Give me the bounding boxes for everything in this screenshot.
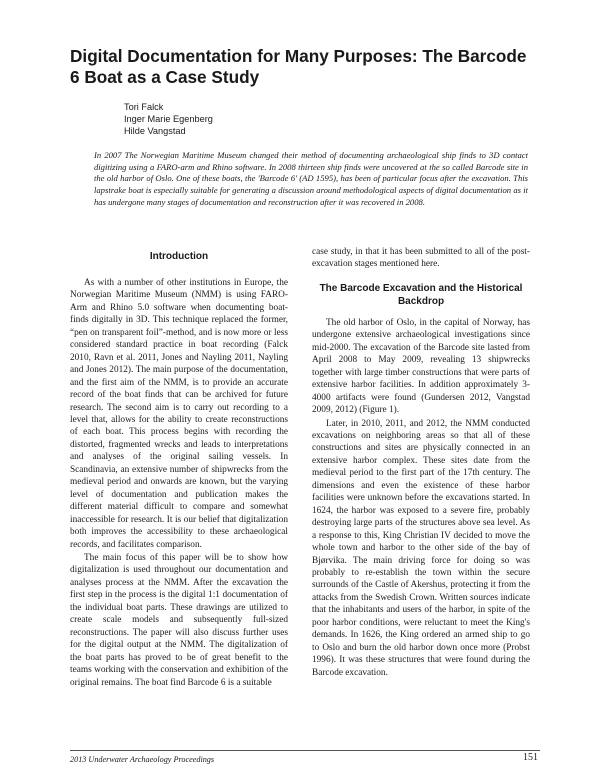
abstract: In 2007 The Norwegian Maritime Museum changed their method of documenting archaeological ship finds to 3D contact digitizing using a FARO-arm and Rhino software. In 2008 thirteen ship finds were uncovered at the so called Barcode site in the old harbor of Oslo. One of these boats, the 'Barcode 6' (AD 1595), has been of particular focus after the excavation. This lapstrake boat is especially suitable for generating a discussion around methodological aspects of digital documentation as it has undergone many stages of documentation and reconstruction after it was recovered in 2008. bbox=[94, 150, 528, 207]
author-name: Hilde Vangstad bbox=[124, 126, 186, 136]
author-list bbox=[124, 101, 213, 137]
body-paragraph: The old harbor of Oslo, in the capital of Norway, has undergone extensive archaeological investigations since mid-2000. The excavation of the Barcode site lasted from April 2008 to May 2009, revealing 13 shipwrecks together with large timber constructions that were parts of extensive harbor facilities. In addition approximately 3-4000 artifacts were found (Gundersen 2012, Vangstad 2009, 2012) (Figure 1). bbox=[312, 317, 530, 416]
section-heading-barcode-excavation: The Barcode Excavation and the Historical Backdrop bbox=[319, 282, 523, 307]
left-column bbox=[70, 246, 288, 689]
author-name: Inger Marie Egenberg bbox=[124, 114, 213, 124]
proceedings-footer: 2013 Underwater Archaeology Proceedings bbox=[70, 755, 215, 764]
page-number: 151 bbox=[523, 752, 538, 763]
body-paragraph: Later, in 2010, 2011, and 2012, the NMM conducted excavations on neighboring areas so that all of these constructions and sites are physically connected in an extensive harbor complex. These sites date from the medieval period to the first part of the 17th century. The dimensions and even the existence of these harbor facilities were unknown before the excavations started. In 1624, the harbor was exposed to a severe fire, probably destroying large parts of the structures above sea level. As a response to this, King Christian IV decided to move the whole town and harbor to the other side of the bay of Bjørvika. The main driving force for doing so was probably to re-establish the town within the secure surrounds of the Castle of Akershus, protecting it from the attacks from the Swedish Crown. Written sources indicate that the inhabitants and users of the harbor, in spite of the poor harbor conditions, were reluctant to meet the King's demands. In 1626, the King ordered an armed ship to go to Oslo and burn the old harbor down once more (Probst 1996). It was these structures that were found during the Barcode excavation. bbox=[312, 418, 530, 678]
section-heading-introduction: Introduction bbox=[149, 251, 209, 262]
body-paragraph: The main focus of this paper will be to show how digitalization is used throughout our documentation and analyses process at the NMM. After the excavation the first step in the process is the digital 1:1 documentation of the individual boat parts. These drawings are utilized to create scale models and subsequently full-sized reconstructions. The paper will also discuss further uses for the digital output at the NMM. The digitalization of the boat parts has proved to be of great benefit to the teams working with the conservation and exhibition of the original remains. The boat find Barcode 6 is a suitable bbox=[70, 552, 288, 688]
body-paragraph: As with a number of other institutions in Europe, the Norwegian Maritime Museum (NMM) is using FARO-Arm and Rhino 5.0 software when documenting boat-finds digitally in 3D. This technique replaced the former, “pen on transparent foil”-method, and is now more or less considered standard practice in boat recording (Falck 2010, Ravn et al. 2011, Jones and Nayling 2011, Nayling and Jones 2012). The main purpose of the documentation, and the first aim of the NMM, is to provide an accurate record of the boat finds that can be archived for future research. The second aim is to carry out recording to a level that, allows for the ability to create reconstructions of each boat. This process begins with recording the distorted, fragmented wrecks and leads to interpretations and analyses of the original sailing vessels. In Scandinavia, an extensive number of shipwrecks from the medieval period and onwards are known, but the varying level of documentation and publication makes the different material difficult to compare and somewhat inaccessible for research. It is our belief that digitalization both improves the accessibility to these archaeological records, and facilitates comparison. bbox=[70, 278, 288, 550]
footer-divider bbox=[70, 750, 540, 751]
paper-title: Digital Documentation for Many Purposes: The Barcode 6 Boat as a Case Study bbox=[70, 46, 527, 87]
body-paragraph-continued: case study, in that it has been submitted to all of the post-excavation stages mentioned here. bbox=[312, 247, 530, 270]
right-column bbox=[312, 246, 530, 679]
author-name: Tori Falck bbox=[124, 102, 164, 112]
